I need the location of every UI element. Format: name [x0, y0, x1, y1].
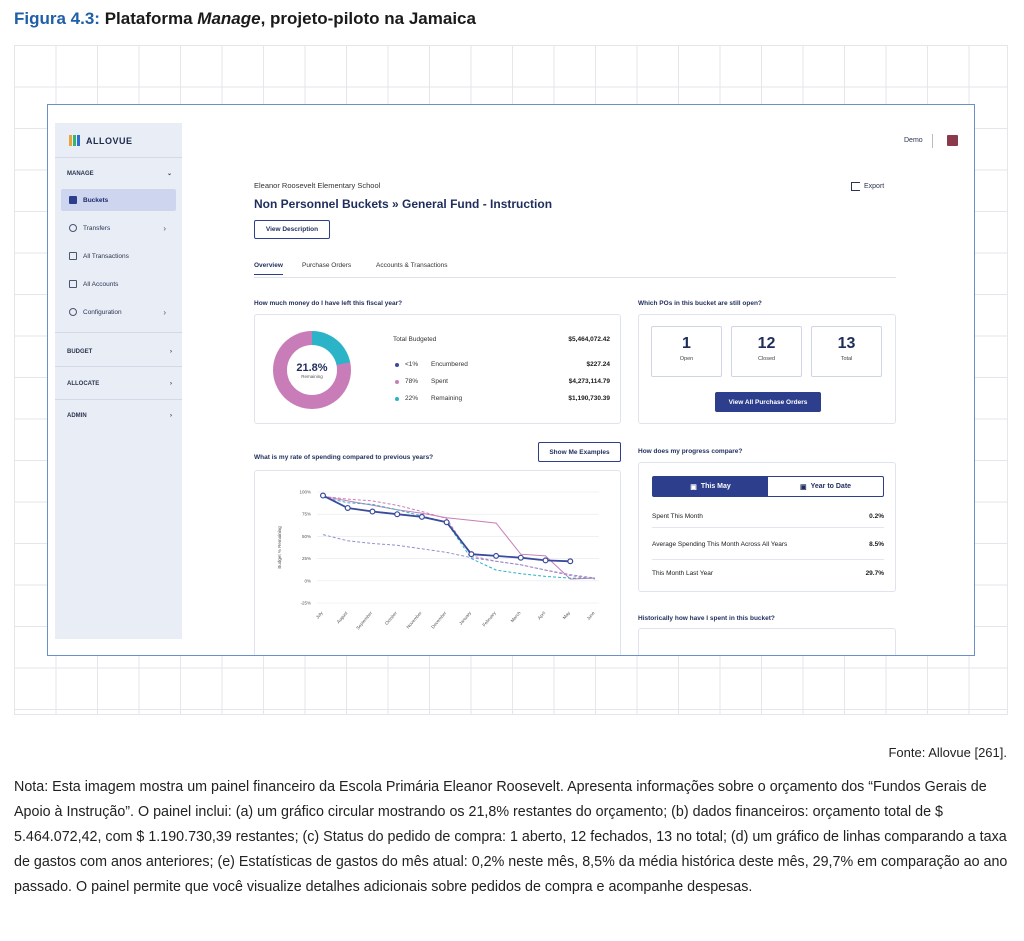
- figure-title-pre: Plataforma: [104, 9, 198, 28]
- x-tick-label: October: [383, 610, 398, 626]
- y-tick-label: -25%: [300, 600, 311, 606]
- pos-question: Which POs in this bucket are still open?: [638, 300, 762, 307]
- spent-pct: 78%: [405, 378, 419, 385]
- sidebar-divider: [55, 399, 182, 400]
- encumbered-pct: <1%: [405, 361, 419, 368]
- calendar-icon: ▣: [799, 483, 807, 491]
- progress-card: [638, 462, 896, 592]
- spending-chart-card: [254, 470, 621, 656]
- sidebar-item-label: Buckets: [83, 196, 109, 204]
- brand-name: ALLOVUE: [86, 135, 133, 146]
- progress-row-label: Spent This Month: [652, 513, 703, 520]
- progress-row: [652, 562, 884, 584]
- sidebar-item-configuration[interactable]: [61, 301, 176, 323]
- view-all-pos-button[interactable]: View All Purchase Orders: [715, 392, 821, 412]
- figure-number: Figura 4.3:: [14, 9, 100, 28]
- x-tick-label: December: [430, 610, 448, 630]
- calendar-icon: ▣: [690, 483, 697, 491]
- x-tick-label: April: [536, 610, 547, 621]
- y-tick-label: 0%: [304, 578, 311, 584]
- x-tick-label: February: [481, 610, 497, 628]
- spending-question: What is my rate of spending compared to previous years?: [254, 454, 434, 461]
- sidebar-item-label: All Transactions: [83, 252, 129, 260]
- sidebar-section-admin[interactable]: [67, 413, 172, 419]
- donut-center: [287, 345, 337, 395]
- po-open-count: 1: [682, 335, 691, 352]
- progress-question: How does my progress compare?: [638, 448, 743, 455]
- sidebar: [55, 123, 182, 639]
- toggle-year-to-date[interactable]: [768, 477, 883, 496]
- series-point: [395, 512, 400, 517]
- toggle-this-month[interactable]: [653, 477, 768, 496]
- progress-row-label: Average Spending This Month Across All Years: [652, 541, 788, 548]
- y-tick-label: 75%: [301, 511, 311, 517]
- sidebar-section-manage[interactable]: [67, 170, 172, 177]
- sidebar-item-buckets[interactable]: [61, 189, 176, 211]
- series-point: [321, 493, 326, 498]
- encumbered-label: Encumbered: [431, 361, 468, 368]
- spent-dot-icon: [395, 380, 399, 384]
- series-point: [469, 552, 474, 557]
- figure-note: Nota: Esta imagem mostra um painel financeiro da Escola Primária Eleanor Roosevelt. Apresenta informações sobre o orçamento dos “Fundos Gerais de Apoio à Instrução”. O painel inclui: (a) um gráfico circular mostrando os 21,8% restantes do orçamento; (b) dados financeiros: orçamento total de $ 5.464.072,42, com $ 1.190.730,39 restantes; (c) Status do pedido de compra: 1 aberto, 12 fechados, 13 no total; (d) um gráfico de linhas comparando a taxa de gastos com anos anteriores; (e) Estatísticas de gastos do mês atual: 0,2% neste mês, 8,5% da média histórica deste mês, 29,7% em comparação ao ano passado. O painel permite que você visualize detalhes adicionais sobre pedidos de compra e acompanhe despesas.: [14, 779, 1008, 895]
- sidebar-section-label: ADMIN: [67, 413, 87, 419]
- progress-row-value: 8.5%: [869, 541, 884, 548]
- series-point: [420, 514, 425, 519]
- budget-card: [254, 314, 621, 424]
- export-icon: [851, 182, 860, 191]
- budget-donut-chart: [273, 331, 351, 409]
- series-point: [444, 520, 449, 525]
- progress-row-value: 0.2%: [869, 513, 884, 520]
- user-menu[interactable]: Demo: [904, 137, 923, 144]
- export-button[interactable]: [851, 182, 884, 191]
- y-tick-label: 50%: [301, 533, 311, 539]
- series-line: [323, 496, 570, 562]
- pos-card: [638, 314, 896, 424]
- po-open-label: Open: [679, 356, 694, 362]
- show-examples-button[interactable]: Show Me Examples: [538, 442, 621, 462]
- avatar[interactable]: [947, 135, 958, 146]
- sidebar-item-label: Configuration: [83, 308, 122, 316]
- po-total-stat[interactable]: [811, 326, 882, 377]
- progress-row: [652, 506, 884, 528]
- donut-subtitle: Remaining: [301, 373, 323, 379]
- budget-question: How much money do I have left this fiscal year?: [254, 300, 403, 307]
- x-tick-label: January: [458, 610, 473, 626]
- sidebar-item-label: All Accounts: [83, 280, 119, 288]
- page-title: Non Personnel Buckets » General Fund - Instruction: [254, 197, 553, 211]
- y-tick-label: 100%: [299, 489, 311, 495]
- series-point: [568, 559, 573, 564]
- sidebar-item-all-transactions[interactable]: [61, 245, 176, 267]
- source-citation: Fonte: Allovue [261].: [888, 745, 1007, 760]
- total-budgeted-label: Total Budgeted: [393, 336, 437, 343]
- chevron-right-icon: ›: [163, 307, 166, 317]
- sidebar-section-label: ALLOCATE: [67, 381, 100, 387]
- figure-title-post: , projeto-piloto na Jamaica: [260, 9, 476, 28]
- sidebar-section-label: MANAGE: [67, 170, 94, 177]
- progress-row-label: This Month Last Year: [652, 569, 714, 577]
- series-point: [370, 509, 375, 514]
- series-point: [494, 554, 499, 559]
- bucket-icon: [69, 196, 77, 204]
- x-tick-label: November: [405, 610, 423, 630]
- chevron-right-icon: ›: [170, 413, 172, 419]
- sidebar-divider: [55, 366, 182, 367]
- chevron-down-icon: ⌄: [166, 171, 172, 177]
- po-closed-count: 12: [757, 335, 776, 352]
- sidebar-item-label: Transfers: [83, 224, 111, 232]
- progress-row: [652, 530, 884, 560]
- chevron-right-icon: ›: [163, 223, 166, 233]
- donut-percent: 21.8%: [296, 361, 328, 374]
- figure-title-italic: Manage: [197, 9, 261, 28]
- remaining-dot-icon: [395, 397, 399, 401]
- remaining-value: $1,190,730.39: [568, 395, 610, 402]
- chevron-right-icon: ›: [170, 349, 172, 355]
- spent-value: $4,273,114.79: [568, 378, 610, 385]
- sidebar-item-transfers[interactable]: [61, 217, 176, 239]
- x-tick-label: July: [314, 610, 324, 620]
- school-name: Eleanor Roosevelt Elementary School: [254, 181, 381, 190]
- gear-icon: [69, 308, 77, 316]
- x-tick-label: June: [585, 610, 596, 622]
- po-open-stat[interactable]: [651, 326, 722, 377]
- y-tick-label: 25%: [301, 556, 311, 562]
- tab-purchase-orders[interactable]: Purchase Orders: [302, 262, 352, 269]
- x-tick-label: August: [335, 610, 349, 625]
- sidebar-divider: [55, 157, 182, 158]
- encumbered-dot-icon: [395, 363, 399, 367]
- x-tick-label: March: [509, 610, 522, 624]
- sidebar-section-allocate[interactable]: [67, 381, 172, 387]
- po-closed-stat[interactable]: [731, 326, 802, 377]
- encumbered-value: $227.24: [586, 361, 610, 368]
- brand-logo[interactable]: [69, 135, 133, 146]
- series-point: [345, 506, 350, 511]
- dashboard-screenshot: [47, 104, 975, 656]
- series-point: [543, 558, 548, 563]
- sidebar-item-all-accounts[interactable]: [61, 273, 176, 295]
- sidebar-divider: [55, 332, 182, 333]
- spent-label: Spent: [431, 378, 448, 385]
- po-total-count: 13: [837, 335, 856, 352]
- tab-overview[interactable]: Overview: [254, 262, 283, 275]
- view-description-button[interactable]: View Description: [254, 220, 330, 239]
- remaining-pct: 22%: [405, 395, 419, 402]
- period-toggle: [652, 476, 884, 497]
- po-total-label: Total: [840, 356, 853, 362]
- remaining-label: Remaining: [431, 395, 463, 402]
- toggle-ytd-label: Year to Date: [810, 483, 852, 490]
- series-point: [518, 555, 523, 560]
- historical-card: [638, 628, 896, 656]
- allovue-logo-icon: [69, 135, 81, 146]
- tab-bar: [254, 262, 896, 278]
- figure-title: [14, 9, 476, 29]
- x-tick-label: May: [561, 610, 572, 621]
- header-divider: [932, 134, 933, 148]
- progress-row-value: 29.7%: [865, 569, 884, 577]
- po-closed-label: Closed: [757, 356, 776, 362]
- export-label: Export: [864, 183, 885, 190]
- transactions-icon: [69, 252, 77, 260]
- accounts-icon: [69, 280, 77, 288]
- chevron-right-icon: ›: [170, 381, 172, 387]
- sidebar-section-budget[interactable]: [67, 349, 172, 355]
- toggle-this-month-label: This May: [700, 483, 731, 490]
- sidebar-section-label: BUDGET: [67, 349, 93, 355]
- tab-accounts-transactions[interactable]: Accounts & Transactions: [376, 262, 448, 269]
- historical-question: Historically how have I spent in this bucket?: [638, 615, 775, 622]
- total-budgeted-value: $5,464,072.42: [568, 336, 610, 343]
- transfer-icon: [69, 224, 77, 232]
- x-tick-label: September: [355, 610, 374, 631]
- spending-line-chart: [255, 471, 622, 656]
- y-axis-label: Budget % Remaining: [277, 526, 282, 569]
